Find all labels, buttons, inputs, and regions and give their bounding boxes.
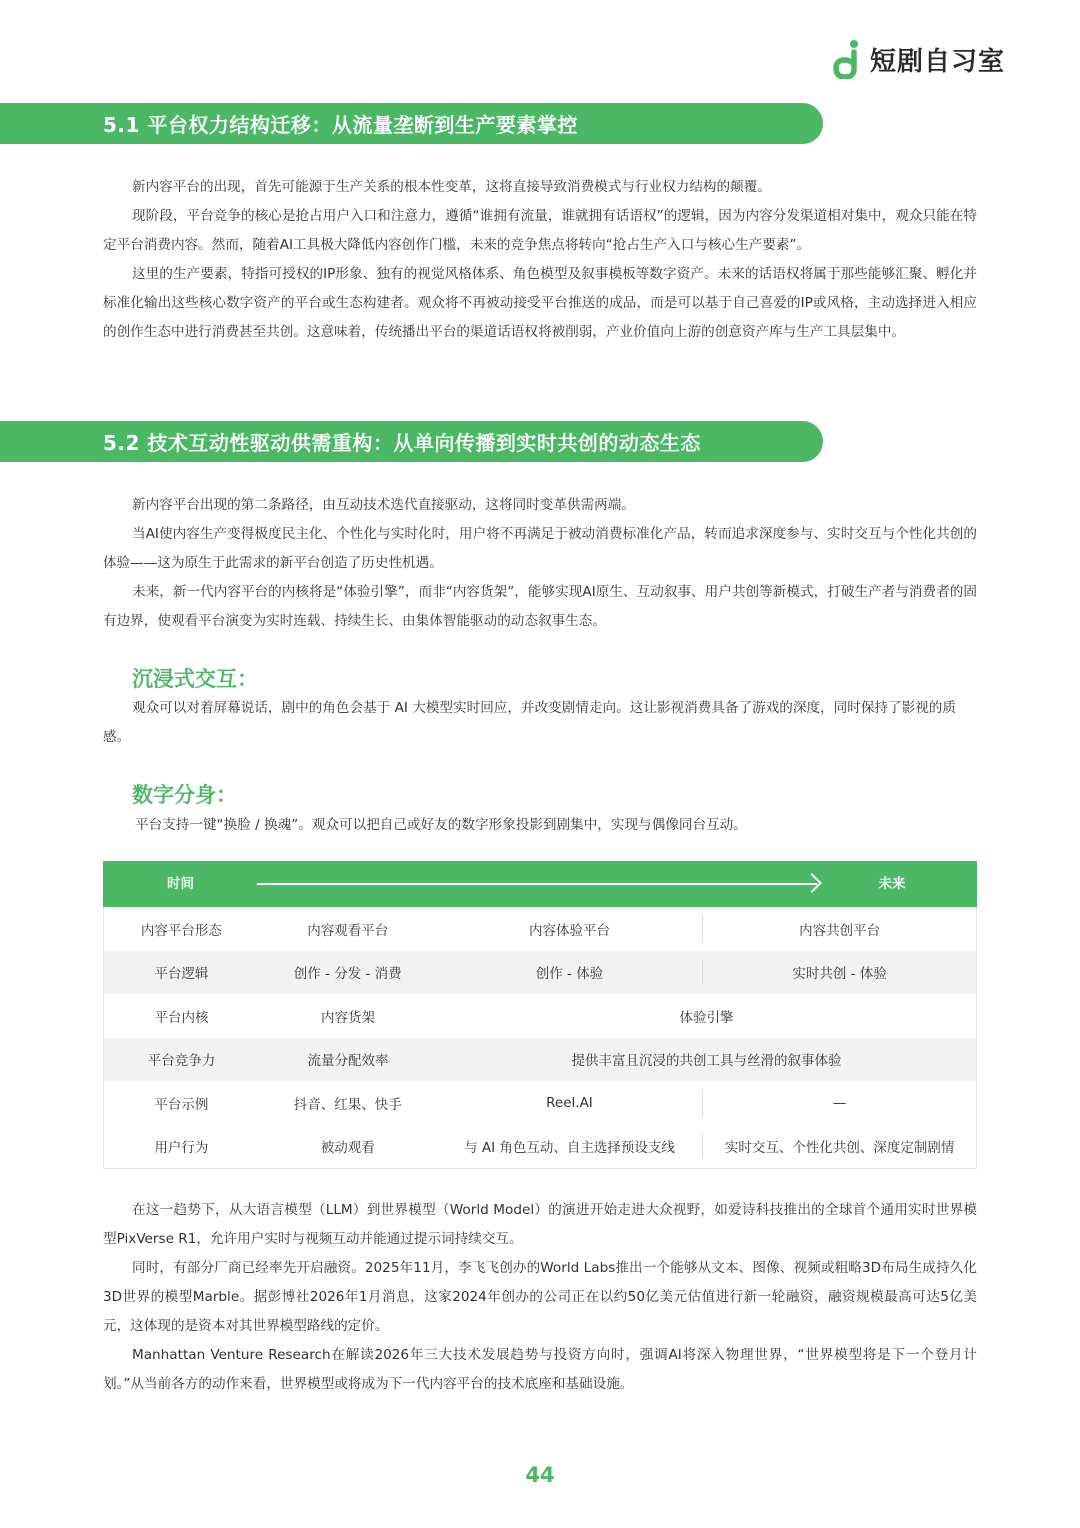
row-label: 用户行为 — [154, 1140, 209, 1157]
cell: 与 AI 角色互动、自主选择预设支线 — [464, 1140, 675, 1157]
logo-text: 短剧自习室 — [870, 46, 1006, 77]
table-row — [104, 951, 976, 995]
section-title-5-1: 5.1 平台权力结构迁移：从流量垄断到生产要素掌控 — [0, 103, 823, 144]
row-label: 平台示例 — [154, 1096, 209, 1113]
paragraph: 未来，新一代内容平台的内核将是“体验引擎”，而非“内容货架”，能够实现AI原生、互动叙事、用户共创等新模式，打破生产者与消费者的固有边界，使观看平台演变为实时连载、持续生长、由集体智能驱动的动态叙事生态。 — [103, 584, 977, 629]
platform-comparison-table — [103, 861, 977, 1169]
cell: 抖音、红果、快手 — [293, 1096, 402, 1113]
digital-avatar-body — [106, 811, 980, 840]
closing-body — [103, 1196, 977, 1399]
row-label: 内容平台形态 — [140, 922, 222, 939]
section-title-5-2: 5.2 技术互动性驱动供需重构：从单向传播到实时共创的动态生态 — [0, 421, 823, 462]
table-body — [103, 907, 977, 1169]
paragraph: 这里的生产要素，特指可授权的IP形象、独有的视觉风格体系、角色模型及叙事模板等数字资产。未来的话语权将属于那些能够汇聚、孵化并标准化输出这些核心数字资产的平台或生态构建者。观众将不再被动接受平台推送的成品，而是可以基于自己喜爱的IP或风格，主动选择进入相应的创作生态中进行消费甚至共创。这意味着，传统播出平台的渠道话语权将被削弱，产业价值向上游的创意资产库与生产工具层集中。 — [103, 266, 977, 340]
cell: — — [832, 1094, 847, 1111]
cell: 创作 - 分发 - 消费 — [293, 966, 402, 983]
digital-avatar-title: 数字分身： — [132, 783, 237, 807]
cell: 内容共创平台 — [799, 922, 881, 939]
cell: 实时共创 - 体验 — [792, 966, 887, 983]
paragraph: 新内容平台的出现，首先可能源于生产关系的根本性变革，这将直接导致消费模式与行业权力结构的颠覆。 — [132, 179, 771, 195]
table-row — [104, 907, 976, 951]
cell: 创作 - 体验 — [535, 966, 604, 983]
immersive-text: 观众可以对着屏幕说话，剧中的角色会基于 AI 大模型实时回应，并改变剧情走向。这让影视消费具备了游戏的深度，同时保持了影视的质感。 — [103, 700, 956, 745]
section2-body — [103, 491, 977, 636]
digital-avatar-text: 平台支持一键“换脸 / 换魂”。观众可以把自己或好友的数字形象投影到剧集中，实现与偶像同台互动。 — [135, 817, 747, 833]
section1-body — [103, 173, 977, 347]
cell: 实时交互、个性化共创、深度定制剧情 — [724, 1140, 955, 1157]
immersive-title: 沉浸式交互： — [132, 667, 258, 691]
timeline-arrow-line — [257, 883, 817, 885]
merged-cell: 提供丰富且沉浸的共创工具与丝滑的叙事体验 — [571, 1053, 842, 1070]
immersive-body — [103, 694, 977, 752]
table-row — [104, 1125, 976, 1169]
table-row — [104, 1038, 976, 1082]
row-label: 平台内核 — [154, 1009, 209, 1026]
row-label: 平台竞争力 — [147, 1053, 216, 1070]
paragraph: 当AI使内容生产变得极度民主化、个性化与实时化时，用户将不再满足于被动消费标准化产品，转而追求深度参与、实时交互与个性化共创的体验——这为原生于此需求的新平台创造了历史性机遇。 — [103, 526, 977, 571]
cell: Reel.AI — [546, 1094, 593, 1111]
row-label: 平台逻辑 — [154, 966, 209, 983]
logo-icon — [832, 39, 862, 79]
paragraph: 在这一趋势下，从大语言模型（LLM）到世界模型（World Model）的演进开始走进大众视野，如爱诗科技推出的全球首个通用实时世界模型PixVerse R1，允许用户实时与视频互动并能通过提示词持续交互。 — [103, 1202, 977, 1247]
table-header — [103, 861, 977, 907]
header-future: 未来 — [878, 876, 906, 892]
merged-cell: 体验引擎 — [679, 1009, 734, 1026]
header-time: 时间 — [167, 876, 194, 892]
brand-logo — [832, 38, 1005, 80]
cell: 内容货架 — [321, 1009, 375, 1026]
paragraph: 新内容平台出现的第二条路径，由互动技术迭代直接驱动，这将同时变革供需两端。 — [132, 497, 635, 513]
table-row — [104, 994, 976, 1038]
paragraph: 同时，有部分厂商已经率先开启融资。2025年11月，李飞飞创办的World Labs推出一个能够从文本、图像、视频或粗略3D布局生成持久化3D世界的模型Marble。据彭博社2026年1月消息，这家2024年创办的公司正在以约50亿美元估值进行新一轮融资，融资规模最高可达5亿美元，这体现的是资本对其世界模型路线的定价。 — [103, 1260, 977, 1334]
paragraph: Manhattan Venture Research在解读2026年三大技术发展趋势与投资方向时，强调AI将深入物理世界，“世界模型将是下一个登月计划。”从当前各方的动作来看，世界模型或将成为下一代内容平台的技术底座和基础设施。 — [103, 1347, 977, 1392]
table-row — [104, 1081, 976, 1125]
paragraph: 现阶段，平台竞争的核心是抢占用户入口和注意力，遵循“谁拥有流量，谁就拥有话语权”的逻辑，因为内容分发渠道相对集中，观众只能在特定平台消费内容。然而，随着AI工具极大降低内容创作门槛，未来的竞争焦点将转向“抢占生产入口与核心生产要素”。 — [103, 208, 977, 253]
page-number: 44 — [525, 1463, 555, 1487]
cell: 流量分配效率 — [307, 1053, 389, 1070]
cell: 内容体验平台 — [528, 922, 610, 939]
cell: 被动观看 — [320, 1140, 375, 1157]
cell: 内容观看平台 — [307, 922, 389, 939]
